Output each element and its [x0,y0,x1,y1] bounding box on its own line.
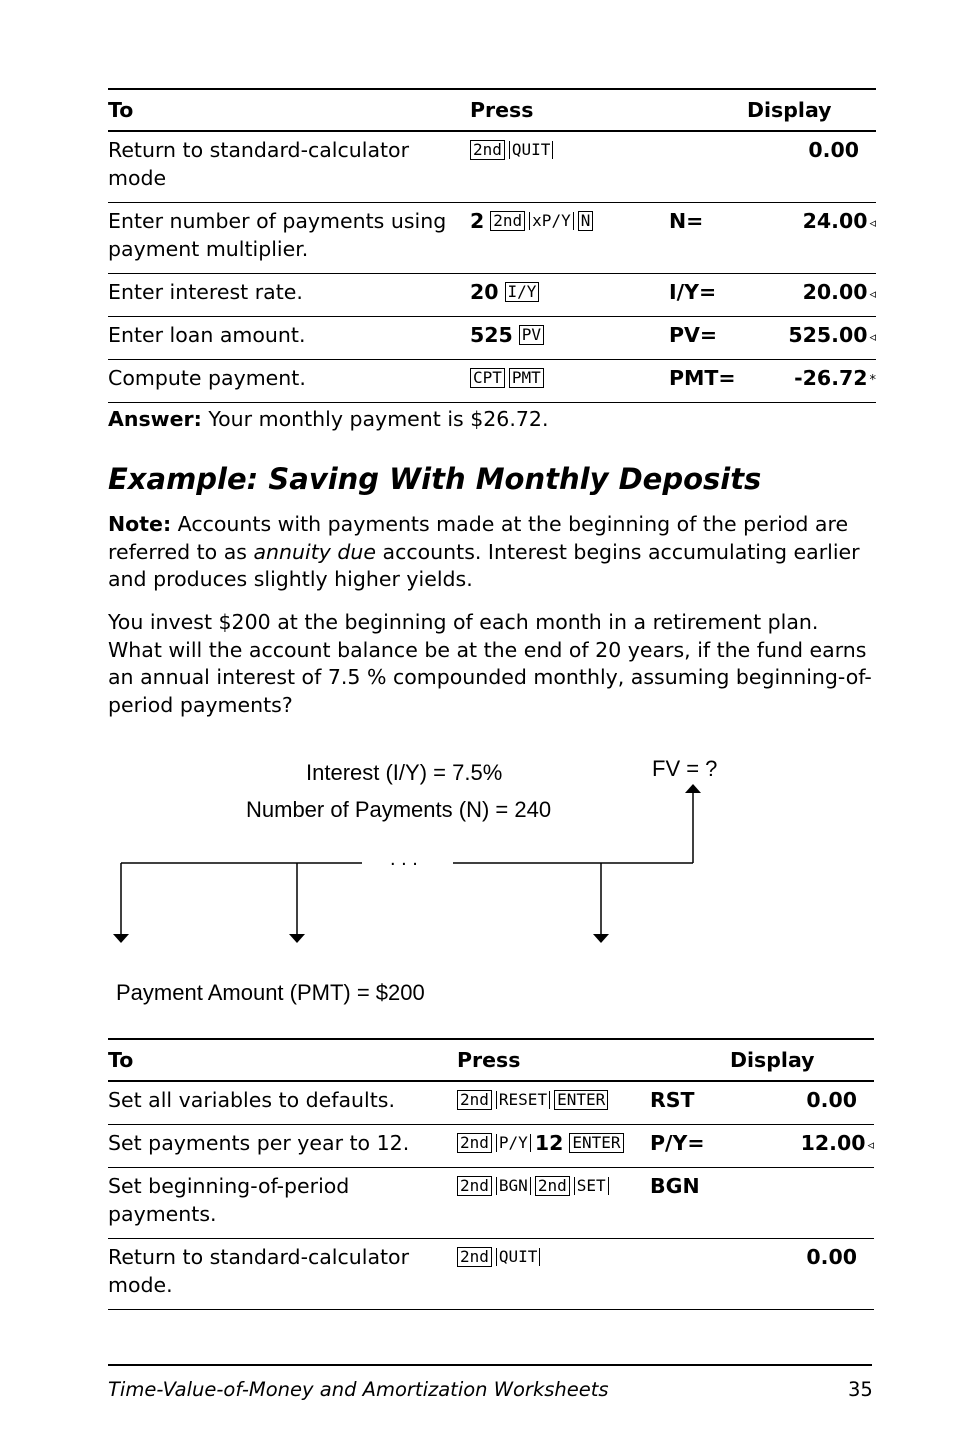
diagram-ellipsis: . . . [390,848,418,870]
display-label: PV= [669,323,718,347]
arrow-down-icon [113,934,129,943]
table-row [108,1239,874,1310]
diagram-pmt: Payment Amount (PMT) = $200 [116,980,425,1005]
header-press: Press [457,1048,521,1072]
display-label: PMT= [669,366,736,390]
display-value [740,1081,874,1125]
arrow-up-icon [685,784,701,793]
arrow-down-icon [289,934,305,943]
calculator-key: RESET [496,1091,550,1109]
calculator-key: ENTER [569,1133,623,1153]
answer-label: Answer: [108,407,202,431]
header-press: Press [470,98,534,122]
row-keystrokes [457,1239,650,1310]
display-label: I/Y= [669,280,717,304]
display-number: 24.00 [802,209,868,233]
note-italic: annuity due [253,539,377,564]
display-indicator-icon: ◃ [869,287,877,302]
keystroke-table-2 [108,1038,874,1310]
calculator-key: 2nd [457,1176,492,1196]
table-row [108,1081,874,1125]
row-description: Enter number of payments using payment multiplier. [108,209,447,261]
header-display: Display [730,1048,815,1072]
number-entry: 2 [470,209,485,233]
row-description: Set all variables to defaults. [108,1088,395,1112]
calculator-key: ENTER [554,1090,608,1110]
example-heading: Example: Saving With Monthly Deposits [108,462,762,496]
display-value [740,1239,874,1310]
table-header-row [108,1039,874,1081]
diagram-payments: Number of Payments (N) = 240 [246,797,552,822]
calculator-key: 2nd [535,1176,570,1196]
display-indicator-icon: ◃ [869,330,877,345]
diagram-fv: FV = ? [652,756,718,781]
header-to: To [108,1048,134,1072]
display-label: N= [669,209,704,233]
display-number: 20.00 [802,280,868,304]
display-label: P/Y= [650,1131,705,1155]
calculator-key: 2nd [457,1090,492,1110]
footer-rule [108,1364,872,1366]
display-number: 0.00 [806,1245,858,1269]
calculator-key: xP/Y [529,212,574,230]
answer-text: Your monthly payment is $26.72. [201,407,549,431]
display-number: 12.00 [800,1131,866,1155]
header-display: Display [747,98,832,122]
number-entry: 12 [534,1131,564,1155]
display-number: 525.00 [788,323,868,347]
row-description: Set beginning-of-period payments. [108,1174,350,1226]
note-text-1: Accounts with payments made at the beginning of the period are referred to as [108,512,849,564]
display-indicator-icon: * [869,373,877,388]
display-value [740,1125,874,1168]
row-keystrokes [457,1125,650,1168]
display-number: 0.00 [808,138,860,162]
display-number: -26.72 [794,366,868,390]
calculator-key: 2nd [490,211,525,231]
row-description: Enter loan amount. [108,323,306,347]
row-keystrokes [457,1168,650,1239]
table-row [108,1168,874,1239]
display-label [650,1239,740,1310]
note-text-2: accounts. Interest begins accumulating earlier and produces slightly higher yields. [108,539,860,591]
row-keystrokes [457,1081,650,1125]
row-description: Return to standard-calculator mode [108,138,410,190]
calculator-key: QUIT [496,1248,541,1266]
calculator-key: P/Y [496,1134,531,1152]
calculator-key: QUIT [509,141,554,159]
calculator-key: 2nd [457,1133,492,1153]
display-label: RST [650,1088,695,1112]
calculator-key: SET [574,1177,609,1195]
table-row [108,1125,874,1168]
row-description: Set payments per year to 12. [108,1131,410,1155]
display-value [740,1168,874,1239]
problem-paragraph: You invest $200 at the beginning of each month in a retirement plan. What will the account balance be at the end of 20 years, if the fund earns an annual interest of 7.5 % compounded monthly, assuming beginning-of-period payments? [108,610,872,717]
calculator-key: PMT [509,368,544,388]
calculator-key: PV [519,325,544,345]
row-description: Enter interest rate. [108,280,303,304]
calculator-key: CPT [470,368,505,388]
note-label: Note: [108,512,172,536]
calculator-key: 2nd [470,140,505,160]
display-indicator-icon: ◃ [867,1138,875,1153]
arrow-down-icon [593,934,609,943]
display-number: 0.00 [806,1088,858,1112]
row-description: Compute payment. [108,366,306,390]
footer-title: Time-Value-of-Money and Amortization Worksheets [108,1378,609,1401]
calculator-key: I/Y [505,282,540,302]
display-label: BGN [650,1174,700,1198]
display-indicator-icon: ◃ [869,216,877,231]
calculator-key: 2nd [457,1247,492,1267]
calculator-key: BGN [496,1177,531,1195]
row-description: Return to standard-calculator mode. [108,1245,410,1297]
header-to: To [108,98,134,122]
calculator-key: N [578,211,594,231]
number-entry: 20 [470,280,499,304]
diagram-interest: Interest (I/Y) = 7.5% [306,760,503,785]
number-entry: 525 [470,323,513,347]
page-number: 35 [848,1378,873,1401]
